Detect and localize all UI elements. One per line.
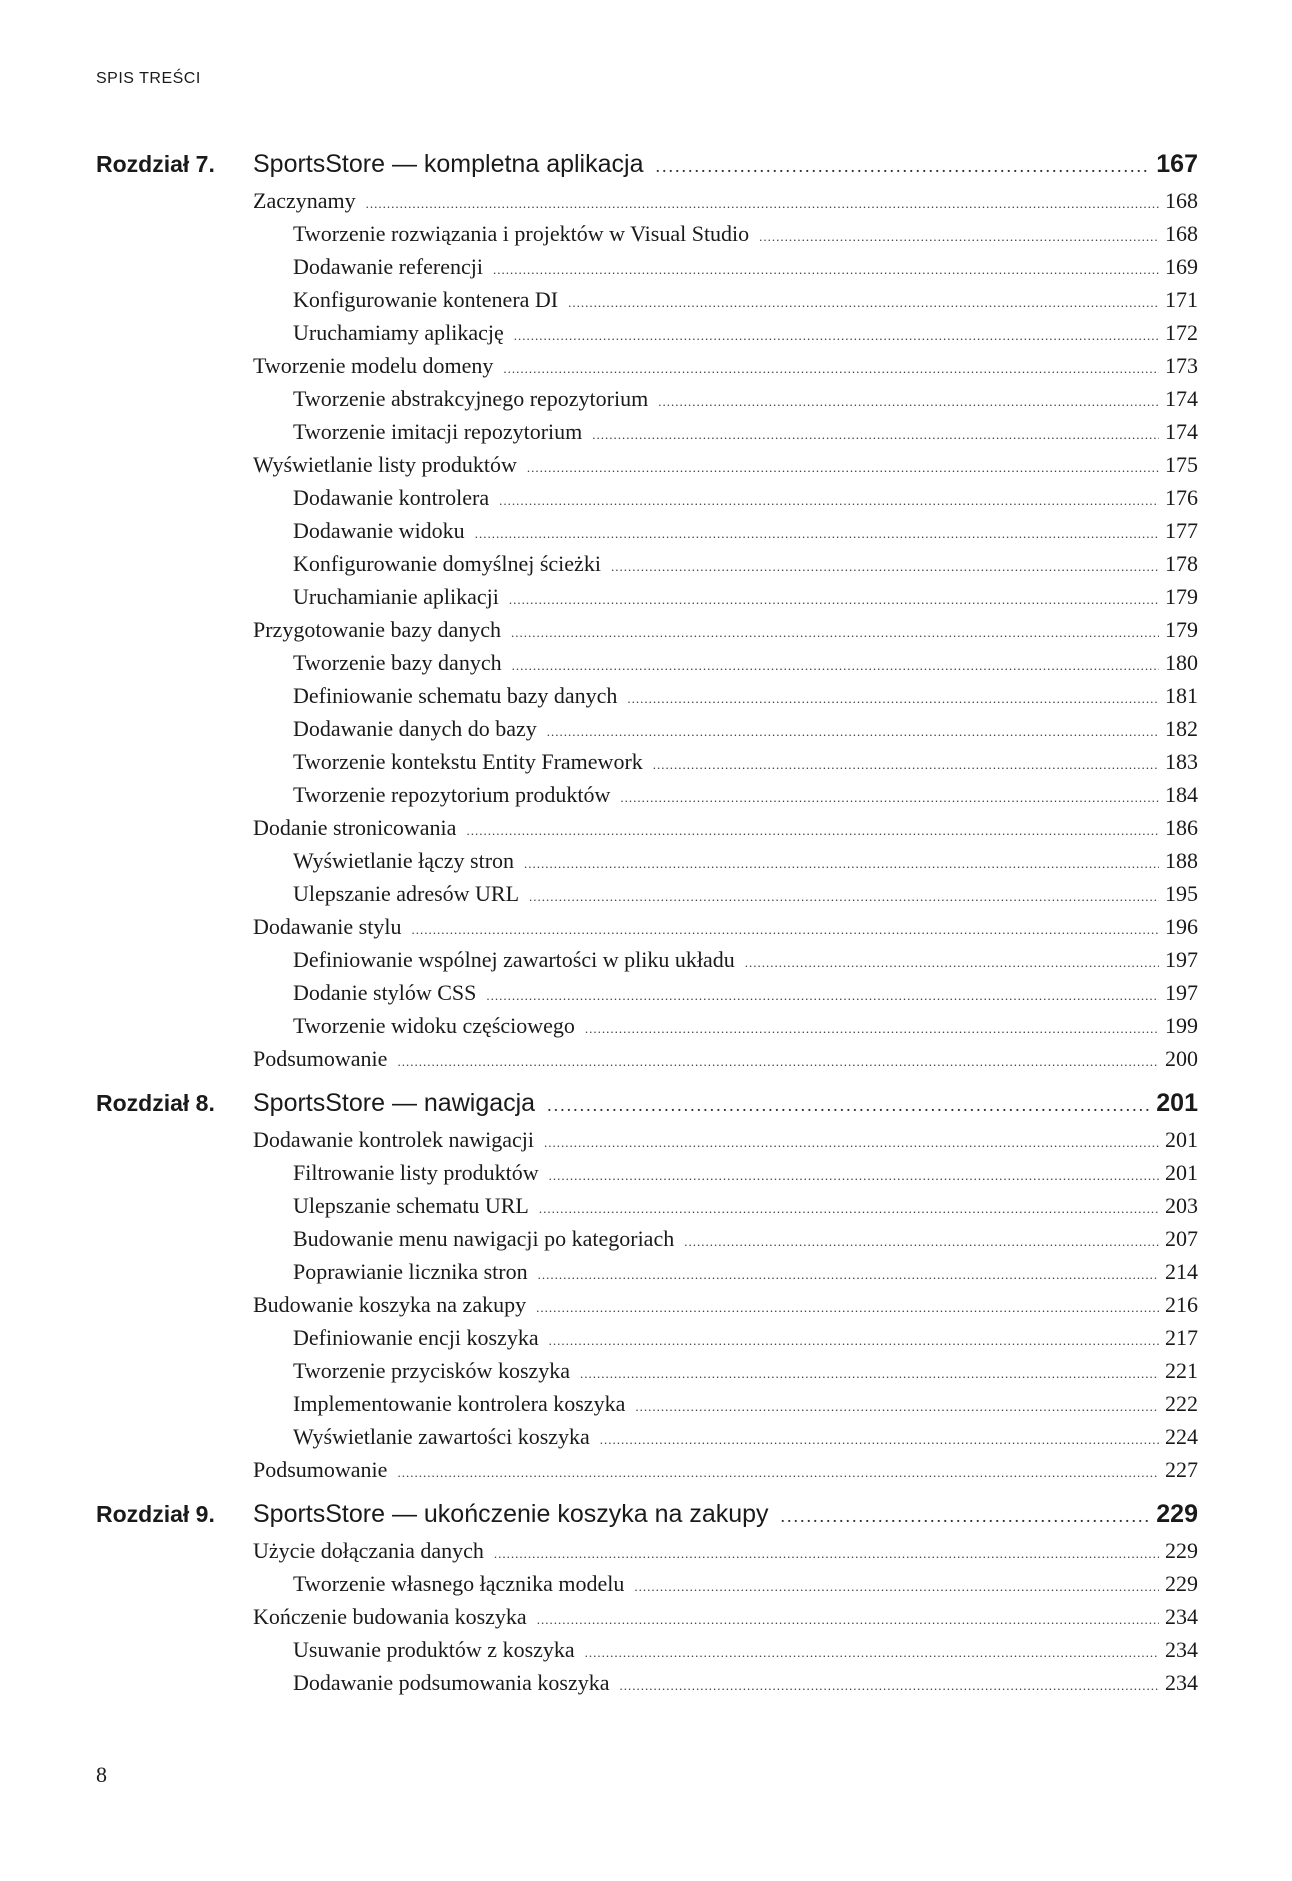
dot-leader bbox=[653, 757, 1159, 773]
entry-page-number: 197 bbox=[1165, 947, 1198, 972]
toc-subsection-entry[interactable] bbox=[253, 782, 1198, 815]
entry-title: Dodanie stronicowania bbox=[253, 815, 457, 840]
entry-title: Tworzenie abstrakcyjnego repozytorium bbox=[293, 386, 649, 411]
toc-section-entry[interactable] bbox=[253, 1046, 1198, 1079]
toc-subsection-entry[interactable] bbox=[253, 1259, 1198, 1292]
dot-leader bbox=[411, 922, 1159, 938]
entry-page-number: 175 bbox=[1165, 452, 1198, 477]
entry-page-number: 195 bbox=[1165, 881, 1198, 906]
dot-leader bbox=[511, 625, 1159, 641]
entry-title: Poprawianie licznika stron bbox=[293, 1259, 528, 1284]
dot-leader bbox=[627, 691, 1159, 707]
entry-page-number: 227 bbox=[1165, 1457, 1198, 1482]
entry-page-number: 172 bbox=[1165, 320, 1198, 345]
entry-title: Tworzenie repozytorium produktów bbox=[293, 782, 611, 807]
entry-page-number: 174 bbox=[1165, 419, 1198, 444]
dot-leader bbox=[547, 724, 1159, 740]
entry-page-number: 201 bbox=[1165, 1127, 1198, 1152]
chapter-label: Rozdział 7. bbox=[96, 151, 215, 177]
entry-title: Kończenie budowania koszyka bbox=[253, 1604, 527, 1629]
toc-subsection-entry[interactable] bbox=[253, 518, 1198, 551]
toc-subsection-entry[interactable] bbox=[253, 683, 1198, 716]
chapter-heading[interactable] bbox=[96, 1500, 1198, 1538]
toc-subsection-entry[interactable] bbox=[253, 947, 1198, 980]
entry-title: Uruchamianie aplikacji bbox=[293, 584, 499, 609]
entry-title: Podsumowanie bbox=[253, 1046, 388, 1071]
entry-title: Dodawanie kontrolera bbox=[293, 485, 490, 510]
entry-title: Dodawanie podsumowania koszyka bbox=[293, 1670, 610, 1695]
dot-leader bbox=[486, 988, 1159, 1004]
dot-leader bbox=[524, 856, 1159, 872]
dot-leader bbox=[536, 1300, 1159, 1316]
entry-page-number: 222 bbox=[1165, 1391, 1198, 1416]
toc-section-entry[interactable] bbox=[253, 914, 1198, 947]
entry-title: Zaczynamy bbox=[253, 188, 356, 213]
entry-title: Budowanie menu nawigacji po kategoriach bbox=[293, 1226, 675, 1251]
entry-title: Tworzenie własnego łącznika modelu bbox=[293, 1571, 625, 1596]
entry-title: Usuwanie produktów z koszyka bbox=[293, 1637, 575, 1662]
toc-subsection-entry[interactable] bbox=[253, 1193, 1198, 1226]
entry-page-number: 181 bbox=[1165, 683, 1198, 708]
dot-leader bbox=[366, 196, 1159, 212]
entry-page-number: 179 bbox=[1165, 584, 1198, 609]
dot-leader bbox=[539, 1201, 1159, 1217]
toc-subsection-entry[interactable] bbox=[253, 1325, 1198, 1358]
entry-title: Dodawanie kontrolek nawigacji bbox=[253, 1127, 535, 1152]
entry-title: Uruchamiamy aplikację bbox=[293, 320, 504, 345]
dot-leader bbox=[547, 1095, 1150, 1116]
chapter-block bbox=[96, 150, 1198, 1079]
chapter-block bbox=[96, 1500, 1198, 1703]
dot-leader bbox=[397, 1465, 1159, 1481]
entry-page-number: 234 bbox=[1165, 1604, 1198, 1629]
toc-subsection-entry[interactable] bbox=[253, 1391, 1198, 1424]
entry-title: Tworzenie widoku częściowego bbox=[293, 1013, 575, 1038]
dot-leader bbox=[397, 1054, 1159, 1070]
toc-subsection-entry[interactable] bbox=[253, 551, 1198, 584]
dot-leader bbox=[658, 394, 1159, 410]
entry-page-number: 169 bbox=[1165, 254, 1198, 279]
entry-title: Dodawanie referencji bbox=[293, 254, 483, 279]
entry-title: Tworzenie imitacji repozytorium bbox=[293, 419, 583, 444]
dot-leader bbox=[527, 460, 1159, 476]
toc-subsection-entry[interactable] bbox=[253, 386, 1198, 419]
toc-subsection-entry[interactable] bbox=[253, 485, 1198, 518]
entry-title: Ulepszanie schematu URL bbox=[293, 1193, 529, 1218]
toc-section-entry[interactable] bbox=[253, 1538, 1198, 1571]
toc-subsection-entry[interactable] bbox=[253, 1670, 1198, 1703]
dot-leader bbox=[745, 955, 1159, 971]
entry-title: Dodanie stylów CSS bbox=[293, 980, 477, 1005]
chapter-heading[interactable] bbox=[96, 150, 1198, 188]
entry-title: Wyświetlanie listy produktów bbox=[253, 452, 517, 477]
toc-section-entry[interactable] bbox=[253, 1604, 1198, 1637]
entry-page-number: 203 bbox=[1165, 1193, 1198, 1218]
entry-title: Dodawanie widoku bbox=[293, 518, 465, 543]
dot-leader bbox=[592, 427, 1159, 443]
chapter-label: Rozdział 8. bbox=[96, 1090, 215, 1116]
dot-leader bbox=[466, 823, 1159, 839]
entry-page-number: 174 bbox=[1165, 386, 1198, 411]
toc-subsection-entry[interactable] bbox=[253, 1424, 1198, 1457]
chapter-page-number: 167 bbox=[1156, 150, 1198, 178]
toc-subsection-entry[interactable] bbox=[253, 1013, 1198, 1046]
entry-page-number: 188 bbox=[1165, 848, 1198, 873]
entry-page-number: 201 bbox=[1165, 1160, 1198, 1185]
entry-page-number: 168 bbox=[1165, 221, 1198, 246]
chapter-title: SportsStore — ukończenie koszyka na zakupy bbox=[253, 1500, 769, 1528]
toc-subsection-entry[interactable] bbox=[253, 980, 1198, 1013]
entry-page-number: 224 bbox=[1165, 1424, 1198, 1449]
dot-leader bbox=[537, 1612, 1159, 1628]
chapter-page-number: 229 bbox=[1156, 1500, 1198, 1528]
toc-subsection-entry[interactable] bbox=[253, 1358, 1198, 1391]
chapter-label: Rozdział 9. bbox=[96, 1501, 215, 1527]
dot-leader bbox=[494, 1546, 1159, 1562]
dot-leader bbox=[611, 559, 1159, 575]
dot-leader bbox=[568, 295, 1159, 311]
entry-title: Filtrowanie listy produktów bbox=[293, 1160, 539, 1185]
entry-page-number: 197 bbox=[1165, 980, 1198, 1005]
entry-page-number: 171 bbox=[1165, 287, 1198, 312]
entry-title: Tworzenie przycisków koszyka bbox=[293, 1358, 571, 1383]
entry-title: Dodawanie danych do bazy bbox=[293, 716, 537, 741]
entry-title: Tworzenie kontekstu Entity Framework bbox=[293, 749, 643, 774]
entry-title: Wyświetlanie łączy stron bbox=[293, 848, 515, 873]
dot-leader bbox=[529, 889, 1159, 905]
section-list bbox=[253, 1127, 1198, 1490]
entry-page-number: 216 bbox=[1165, 1292, 1198, 1317]
toc-section-entry[interactable] bbox=[253, 1127, 1198, 1160]
entry-page-number: 182 bbox=[1165, 716, 1198, 741]
entry-title: Ulepszanie adresów URL bbox=[293, 881, 520, 906]
entry-page-number: 221 bbox=[1165, 1358, 1198, 1383]
table-of-contents bbox=[96, 150, 1198, 1713]
running-header: SPIS TREŚCI bbox=[96, 70, 201, 87]
toc-section-entry[interactable] bbox=[253, 353, 1198, 386]
entry-page-number: 184 bbox=[1165, 782, 1198, 807]
toc-section-entry[interactable] bbox=[253, 1292, 1198, 1325]
toc-subsection-entry[interactable] bbox=[253, 221, 1198, 254]
entry-page-number: 217 bbox=[1165, 1325, 1198, 1350]
entry-page-number: 229 bbox=[1165, 1571, 1198, 1596]
toc-subsection-entry[interactable] bbox=[253, 254, 1198, 287]
dot-leader bbox=[634, 1579, 1159, 1595]
dot-leader bbox=[549, 1168, 1159, 1184]
entry-page-number: 229 bbox=[1165, 1538, 1198, 1563]
chapter-title: SportsStore — kompletna aplikacja bbox=[253, 150, 644, 178]
entry-page-number: 177 bbox=[1165, 518, 1198, 543]
entry-page-number: 179 bbox=[1165, 617, 1198, 642]
entry-title: Implementowanie kontrolera koszyka bbox=[293, 1391, 626, 1416]
chapter-page-number: 201 bbox=[1156, 1089, 1198, 1117]
dot-leader bbox=[509, 592, 1159, 608]
entry-page-number: 178 bbox=[1165, 551, 1198, 576]
dot-leader bbox=[619, 1678, 1159, 1694]
dot-leader bbox=[538, 1267, 1159, 1283]
entry-page-number: 176 bbox=[1165, 485, 1198, 510]
page-number: 8 bbox=[96, 1762, 107, 1787]
entry-page-number: 199 bbox=[1165, 1013, 1198, 1038]
entry-page-number: 186 bbox=[1165, 815, 1198, 840]
entry-page-number: 207 bbox=[1165, 1226, 1198, 1251]
dot-leader bbox=[684, 1234, 1159, 1250]
dot-leader bbox=[600, 1432, 1159, 1448]
dot-leader bbox=[635, 1399, 1159, 1415]
toc-section-entry[interactable] bbox=[253, 617, 1198, 650]
toc-subsection-entry[interactable] bbox=[253, 1571, 1198, 1604]
entry-page-number: 234 bbox=[1165, 1670, 1198, 1695]
dot-leader bbox=[493, 262, 1159, 278]
entry-title: Użycie dołączania danych bbox=[253, 1538, 484, 1563]
entry-title: Tworzenie modelu domeny bbox=[253, 353, 494, 378]
toc-section-entry[interactable] bbox=[253, 452, 1198, 485]
toc-subsection-entry[interactable] bbox=[253, 650, 1198, 683]
entry-title: Definiowanie wspólnej zawartości w pliku układu bbox=[293, 947, 735, 972]
dot-leader bbox=[585, 1645, 1159, 1661]
entry-page-number: 234 bbox=[1165, 1637, 1198, 1662]
dot-leader bbox=[544, 1135, 1159, 1151]
section-list bbox=[253, 188, 1198, 1079]
entry-page-number: 173 bbox=[1165, 353, 1198, 378]
chapter-title: SportsStore — nawigacja bbox=[253, 1089, 536, 1117]
toc-subsection-entry[interactable] bbox=[253, 419, 1198, 452]
toc-subsection-entry[interactable] bbox=[253, 1637, 1198, 1670]
dot-leader bbox=[549, 1333, 1159, 1349]
entry-page-number: 180 bbox=[1165, 650, 1198, 675]
dot-leader bbox=[499, 493, 1159, 509]
toc-subsection-entry[interactable] bbox=[253, 287, 1198, 320]
entry-title: Konfigurowanie domyślnej ścieżki bbox=[293, 551, 601, 576]
entry-title: Tworzenie bazy danych bbox=[293, 650, 502, 675]
chapter-block bbox=[96, 1089, 1198, 1490]
entry-title: Dodawanie stylu bbox=[253, 914, 402, 939]
entry-title: Budowanie koszyka na zakupy bbox=[253, 1292, 527, 1317]
toc-subsection-entry[interactable] bbox=[253, 584, 1198, 617]
dot-leader bbox=[585, 1021, 1159, 1037]
toc-section-entry[interactable] bbox=[253, 815, 1198, 848]
entry-title: Podsumowanie bbox=[253, 1457, 388, 1482]
dot-leader bbox=[781, 1506, 1151, 1527]
toc-subsection-entry[interactable] bbox=[253, 320, 1198, 353]
dot-leader bbox=[759, 229, 1159, 245]
entry-title: Tworzenie rozwiązania i projektów w Visual Studio bbox=[293, 221, 750, 246]
dot-leader bbox=[620, 790, 1159, 806]
toc-subsection-entry[interactable] bbox=[253, 848, 1198, 881]
entry-title: Wyświetlanie zawartości koszyka bbox=[293, 1424, 590, 1449]
entry-page-number: 214 bbox=[1165, 1259, 1198, 1284]
dot-leader bbox=[475, 526, 1159, 542]
entry-page-number: 200 bbox=[1165, 1046, 1198, 1071]
toc-subsection-entry[interactable] bbox=[253, 716, 1198, 749]
entry-title: Konfigurowanie kontenera DI bbox=[293, 287, 559, 312]
entry-page-number: 168 bbox=[1165, 188, 1198, 213]
dot-leader bbox=[580, 1366, 1159, 1382]
toc-subsection-entry[interactable] bbox=[253, 881, 1198, 914]
chapter-heading[interactable] bbox=[96, 1089, 1198, 1127]
toc-section-entry[interactable] bbox=[253, 188, 1198, 221]
toc-subsection-entry[interactable] bbox=[253, 1160, 1198, 1193]
section-list bbox=[253, 1538, 1198, 1703]
dot-leader bbox=[514, 328, 1159, 344]
dot-leader bbox=[655, 156, 1150, 177]
entry-title: Przygotowanie bazy danych bbox=[253, 617, 502, 642]
dot-leader bbox=[503, 361, 1159, 377]
entry-page-number: 183 bbox=[1165, 749, 1198, 774]
entry-title: Definiowanie schematu bazy danych bbox=[293, 683, 618, 708]
toc-subsection-entry[interactable] bbox=[253, 1226, 1198, 1259]
dot-leader bbox=[512, 658, 1159, 674]
toc-subsection-entry[interactable] bbox=[253, 749, 1198, 782]
entry-page-number: 196 bbox=[1165, 914, 1198, 939]
entry-title: Definiowanie encji koszyka bbox=[293, 1325, 539, 1350]
toc-section-entry[interactable] bbox=[253, 1457, 1198, 1490]
